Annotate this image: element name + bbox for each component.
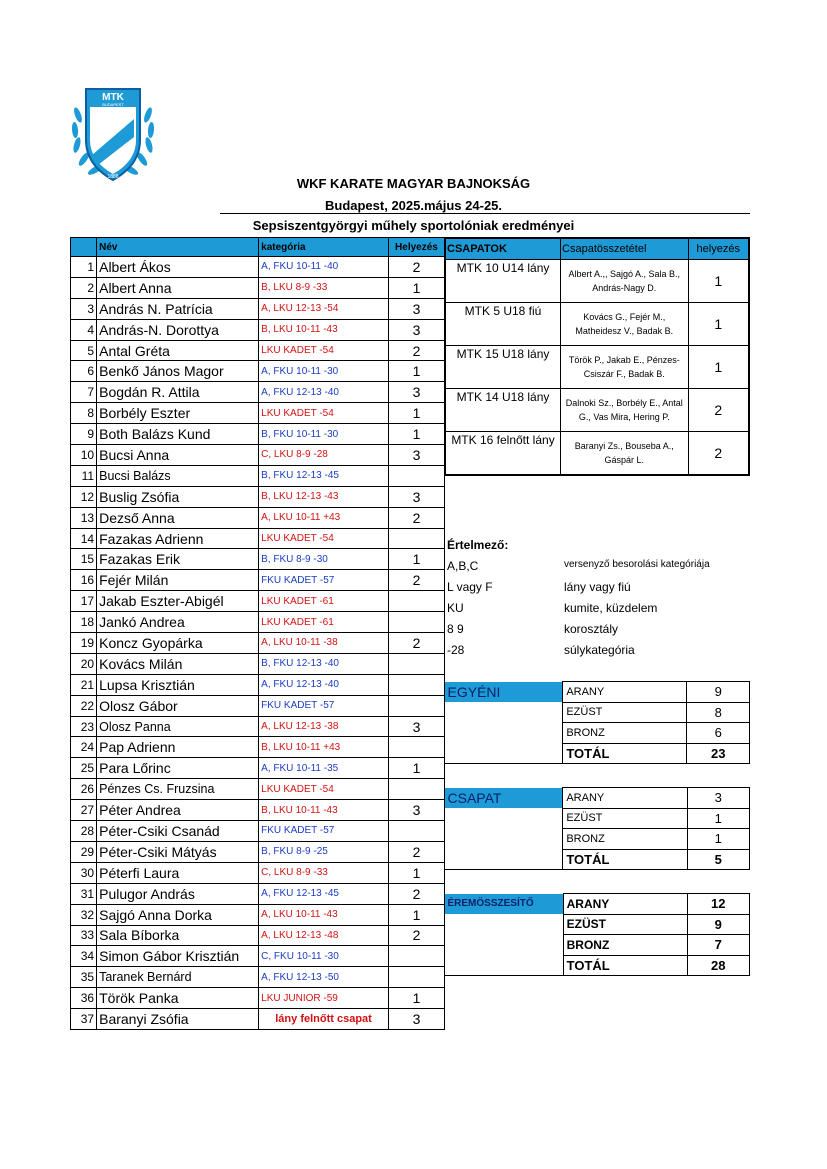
table-header-row	[71, 238, 445, 257]
table-row	[71, 967, 445, 988]
table-row	[71, 988, 445, 1009]
empty-cell	[445, 955, 564, 976]
legend-key: 8 9	[447, 622, 464, 636]
athlete-name: Borbély Eszter	[97, 403, 259, 424]
athlete-placement	[388, 591, 444, 612]
athlete-category: LKU KADET -54	[259, 403, 389, 424]
athlete-category: B, LKU 10-11 -43	[259, 319, 389, 340]
row-number: 11	[71, 465, 97, 486]
medal-row	[445, 935, 750, 956]
table-row	[71, 737, 445, 758]
individual-medals-table	[444, 681, 750, 764]
medal-row	[445, 955, 750, 976]
row-number: 2	[71, 277, 97, 298]
table-row	[71, 883, 445, 904]
row-number: 25	[71, 758, 97, 779]
athletes-table	[70, 237, 445, 1030]
teams-header-row	[445, 238, 749, 260]
medal-type: BRONZ	[563, 935, 687, 956]
athlete-placement	[388, 674, 444, 695]
medal-count: 7	[687, 935, 749, 956]
table-row	[71, 507, 445, 528]
team-placement: 1	[688, 260, 749, 303]
athlete-category: B, FKU 10-11 -30	[259, 424, 389, 445]
athlete-category: C, FKU 10-11 -30	[259, 946, 389, 967]
athlete-name: Olosz Panna	[97, 716, 259, 737]
legend-description: súlykategória	[564, 643, 635, 657]
legend-description: lány vagy fiú	[564, 580, 631, 594]
medal-category-label: EGYÉNI	[445, 682, 563, 703]
athlete-name: Bogdán R. Attila	[97, 382, 259, 403]
team-row	[445, 303, 749, 346]
athlete-placement: 3	[388, 1009, 444, 1030]
table-row	[71, 695, 445, 716]
medal-row	[445, 894, 750, 915]
athlete-name: Pénzes Cs. Fruzsina	[97, 779, 259, 800]
athlete-category: A, LKU 12-13 -54	[259, 298, 389, 319]
athlete-name: Sala Bíborka	[97, 925, 259, 946]
athlete-name: Taranek Bernárd	[97, 967, 259, 988]
empty-cell	[445, 829, 563, 850]
medal-type: ARANY	[563, 894, 687, 915]
athlete-name: András-N. Dorottya	[97, 319, 259, 340]
table-row	[71, 925, 445, 946]
athlete-category: LKU KADET -61	[259, 591, 389, 612]
table-row	[71, 382, 445, 403]
table-row	[71, 841, 445, 862]
empty-cell	[445, 723, 563, 744]
athlete-category: FKU KADET -57	[259, 695, 389, 716]
athlete-placement: 2	[388, 883, 444, 904]
athlete-name: Bucsi Balázs	[97, 465, 259, 486]
table-row	[71, 904, 445, 925]
athlete-category: B, FKU 12-13 -40	[259, 653, 389, 674]
athlete-placement: 3	[388, 382, 444, 403]
medal-type: ARANY	[563, 682, 687, 703]
athlete-placement: 3	[388, 716, 444, 737]
athlete-category: LKU KADET -54	[259, 528, 389, 549]
athlete-category: A, LKU 10-11 -43	[259, 904, 389, 925]
medal-summary-table	[444, 893, 750, 976]
table-row	[71, 277, 445, 298]
athlete-placement: 2	[388, 841, 444, 862]
legend-key: -28	[447, 643, 465, 657]
athlete-placement: 1	[388, 862, 444, 883]
section-title: Sepsiszentgyörgyi műhely sportolóniak eredményei	[252, 218, 575, 233]
athlete-placement: 2	[388, 633, 444, 654]
medal-row	[445, 914, 750, 935]
athlete-placement: 1	[388, 277, 444, 298]
row-number: 6	[71, 361, 97, 382]
table-row	[71, 653, 445, 674]
row-number: 26	[71, 779, 97, 800]
athlete-placement	[388, 695, 444, 716]
athlete-placement	[388, 737, 444, 758]
team-members: Kovács G., Fejér M., Matheidesz V., Badak B.	[561, 303, 688, 346]
table-row	[71, 257, 445, 278]
team-name: MTK 5 U18 fiú	[445, 303, 561, 346]
team-name: MTK 10 U14 lány	[445, 260, 561, 303]
medal-type: ARANY	[563, 788, 687, 809]
legend-key: A,B,C	[447, 559, 479, 573]
athlete-name: Kovács Milán	[97, 653, 259, 674]
athlete-category: B, FKU 8-9 -30	[259, 549, 389, 570]
medal-row	[445, 829, 750, 850]
legend-key: KU	[447, 601, 464, 615]
team-members: Török P., Jakab E., Pénzes-Csiszár F., Badak B.	[561, 346, 688, 389]
medal-type: BRONZ	[563, 829, 687, 850]
athlete-name: Simon Gábor Krisztián	[97, 946, 259, 967]
table-row	[71, 528, 445, 549]
medal-row	[445, 702, 750, 723]
athlete-placement: 2	[388, 570, 444, 591]
medal-count: 9	[687, 682, 750, 703]
legend-key: L vagy F	[447, 580, 493, 594]
athlete-category: B, FKU 12-13 -45	[259, 465, 389, 486]
table-row	[71, 319, 445, 340]
document-title: WKF KARATE MAGYAR BAJNOKSÁG	[296, 176, 531, 191]
legend-description: versenyző besorolási kategóriája	[564, 559, 710, 570]
team-row	[445, 389, 749, 432]
medal-total-value: 5	[687, 849, 749, 870]
table-row	[71, 612, 445, 633]
empty-cell	[445, 743, 563, 764]
athlete-name: Bucsi Anna	[97, 445, 259, 466]
table-row	[71, 445, 445, 466]
athlete-category: A, FKU 12-13 -40	[259, 382, 389, 403]
empty-cell	[445, 702, 563, 723]
athlete-name: Fazakas Erik	[97, 549, 259, 570]
row-number: 20	[71, 653, 97, 674]
athlete-placement: 1	[388, 549, 444, 570]
athlete-placement: 3	[388, 445, 444, 466]
medal-row	[445, 723, 750, 744]
athlete-placement	[388, 946, 444, 967]
empty-cell	[445, 935, 564, 956]
team-row	[445, 432, 749, 476]
athlete-category: A, FKU 10-11 -35	[259, 758, 389, 779]
medal-type: EZÜST	[563, 808, 687, 829]
table-row	[71, 340, 445, 361]
athlete-name: Péter Andrea	[97, 800, 259, 821]
athlete-category: A, FKU 12-13 -40	[259, 674, 389, 695]
team-name: MTK 15 U18 lány	[445, 346, 561, 389]
athlete-category: FKU KADET -57	[259, 570, 389, 591]
table-row	[71, 716, 445, 737]
row-number: 35	[71, 967, 97, 988]
athlete-placement: 1	[388, 988, 444, 1009]
medal-total-label: TOTÁL	[563, 955, 687, 976]
athlete-placement: 2	[388, 925, 444, 946]
legend-description: kumite, küzdelem	[564, 601, 658, 615]
row-number: 10	[71, 445, 97, 466]
athlete-name: Lupsa Krisztián	[97, 674, 259, 695]
athlete-category: C, LKU 8-9 -33	[259, 862, 389, 883]
team-placement: 2	[688, 432, 749, 476]
table-row	[71, 821, 445, 842]
athlete-name: Pulugor András	[97, 883, 259, 904]
medal-total-value: 23	[687, 743, 750, 764]
table-row	[71, 591, 445, 612]
table-row	[71, 298, 445, 319]
medal-total-label: TOTÁL	[563, 849, 687, 870]
row-number: 34	[71, 946, 97, 967]
athlete-placement: 2	[388, 507, 444, 528]
svg-text:MTK: MTK	[102, 92, 124, 103]
header-members: Csapatösszetétel	[561, 238, 688, 260]
team-name: MTK 16 felnőtt lány	[445, 432, 561, 476]
athlete-category: B, LKU 10-11 +43	[259, 737, 389, 758]
athlete-placement	[388, 465, 444, 486]
athlete-category: lány felnőtt csapat	[259, 1009, 389, 1030]
medal-total-label: TOTÁL	[563, 743, 687, 764]
table-row	[71, 800, 445, 821]
athlete-placement	[388, 528, 444, 549]
athlete-category: A, FKU 10-11 -30	[259, 361, 389, 382]
table-row	[71, 674, 445, 695]
athlete-placement: 1	[388, 403, 444, 424]
medal-count: 9	[687, 914, 749, 935]
table-row	[71, 549, 445, 570]
team-members: Baranyi Zs., Bouseba A., Gáspár L.	[561, 432, 688, 476]
mtk-logo	[68, 85, 158, 185]
athlete-placement: 1	[388, 361, 444, 382]
row-number: 32	[71, 904, 97, 925]
row-number: 7	[71, 382, 97, 403]
athlete-placement: 2	[388, 340, 444, 361]
athlete-name: Albert Anna	[97, 277, 259, 298]
row-number: 3	[71, 298, 97, 319]
row-number: 17	[71, 591, 97, 612]
medal-count: 6	[687, 723, 750, 744]
row-number: 9	[71, 424, 97, 445]
team-row	[445, 260, 749, 303]
athlete-category: FKU KADET -57	[259, 821, 389, 842]
row-number: 29	[71, 841, 97, 862]
athlete-category: A, LKU 12-13 -48	[259, 925, 389, 946]
teams-table	[444, 237, 750, 476]
row-number: 36	[71, 988, 97, 1009]
table-row	[71, 633, 445, 654]
athlete-name: Sajgó Anna Dorka	[97, 904, 259, 925]
athlete-name: András N. Patrícia	[97, 298, 259, 319]
team-members: Dalnoki Sz., Borbély E., Antal G., Vas Mira, Hering P.	[561, 389, 688, 432]
athlete-name: Benkő János Magor	[97, 361, 259, 382]
team-placement: 1	[688, 303, 749, 346]
svg-text:BUDAPEST: BUDAPEST	[102, 102, 124, 107]
row-number: 5	[71, 340, 97, 361]
header-number	[71, 238, 97, 257]
row-number: 31	[71, 883, 97, 904]
athlete-name: Jankó Andrea	[97, 612, 259, 633]
athlete-name: Both Balázs Kund	[97, 424, 259, 445]
table-row	[71, 570, 445, 591]
row-number: 27	[71, 800, 97, 821]
header-teams: CSAPATOK	[445, 238, 561, 260]
athlete-name: Fazakas Adrienn	[97, 528, 259, 549]
table-row	[71, 862, 445, 883]
header-category: kategória	[259, 238, 389, 257]
athlete-name: Antal Gréta	[97, 340, 259, 361]
table-row	[71, 779, 445, 800]
row-number: 4	[71, 319, 97, 340]
athlete-category: LKU JUNIOR -59	[259, 988, 389, 1009]
athlete-category: A, FKU 12-13 -45	[259, 883, 389, 904]
empty-cell	[445, 914, 564, 935]
athlete-placement: 1	[388, 758, 444, 779]
athlete-category: B, LKU 12-13 -43	[259, 486, 389, 507]
row-number: 1	[71, 257, 97, 278]
athlete-placement: 3	[388, 486, 444, 507]
athlete-name: Péterfi Laura	[97, 862, 259, 883]
athlete-category: C, LKU 8-9 -28	[259, 445, 389, 466]
athlete-name: Buslig Zsófia	[97, 486, 259, 507]
athlete-category: A, FKU 10-11 -40	[259, 257, 389, 278]
row-number: 30	[71, 862, 97, 883]
row-number: 18	[71, 612, 97, 633]
medal-category-label: ÉREMÖSSZESÍTŐ	[445, 894, 564, 915]
athlete-category: B, FKU 8-9 -25	[259, 841, 389, 862]
legend-title: Értelmező:	[447, 538, 509, 552]
row-number: 15	[71, 549, 97, 570]
team-members: Albert A.,, Sajgó A., Sala B., András-Nagy D.	[561, 260, 688, 303]
empty-cell	[445, 849, 563, 870]
document-subtitle: Budapest, 2025.május 24-25.	[324, 198, 503, 213]
legend-description: korosztály	[564, 622, 619, 636]
athlete-category: LKU KADET -61	[259, 612, 389, 633]
empty-cell	[445, 808, 563, 829]
athlete-name: Dezső Anna	[97, 507, 259, 528]
athlete-name: Péter-Csiki Csanád	[97, 821, 259, 842]
row-number: 28	[71, 821, 97, 842]
header-team-placement: helyezés	[688, 238, 749, 260]
athlete-category: LKU KADET -54	[259, 340, 389, 361]
medal-category-label: CSAPAT	[445, 788, 563, 809]
divider	[220, 213, 750, 214]
table-row	[71, 758, 445, 779]
row-number: 21	[71, 674, 97, 695]
table-row	[71, 1009, 445, 1030]
row-number: 37	[71, 1009, 97, 1030]
row-number: 8	[71, 403, 97, 424]
athlete-placement: 3	[388, 298, 444, 319]
athlete-name: Péter-Csiki Mátyás	[97, 841, 259, 862]
athlete-category: B, LKU 10-11 -43	[259, 800, 389, 821]
header-name: Név	[97, 238, 259, 257]
medal-type: BRONZ	[563, 723, 687, 744]
medal-count: 8	[687, 702, 750, 723]
row-number: 23	[71, 716, 97, 737]
athlete-placement: 1	[388, 904, 444, 925]
athlete-category: A, FKU 12-13 -50	[259, 967, 389, 988]
athlete-placement	[388, 821, 444, 842]
athlete-placement	[388, 612, 444, 633]
medal-count: 1	[687, 808, 749, 829]
table-row	[71, 486, 445, 507]
athlete-name: Baranyi Zsófia	[97, 1009, 259, 1030]
athlete-name: Fejér Milán	[97, 570, 259, 591]
athlete-placement	[388, 653, 444, 674]
team-placement: 1	[688, 346, 749, 389]
athlete-name: Jakab Eszter-Abigél	[97, 591, 259, 612]
team-row	[445, 346, 749, 389]
medal-row	[445, 808, 750, 829]
athlete-placement: 3	[388, 319, 444, 340]
row-number: 19	[71, 633, 97, 654]
medal-count: 3	[687, 788, 749, 809]
athlete-placement	[388, 779, 444, 800]
athlete-name: Török Panka	[97, 988, 259, 1009]
team-medals-table	[444, 787, 750, 870]
header-placement: Helyezés	[388, 238, 444, 257]
athlete-category: A, LKU 10-11 +43	[259, 507, 389, 528]
table-row	[71, 361, 445, 382]
athlete-name: Para Lőrinc	[97, 758, 259, 779]
athlete-category: LKU KADET -54	[259, 779, 389, 800]
athlete-name: Albert Ákos	[97, 257, 259, 278]
medal-type: EZÜST	[563, 914, 687, 935]
medal-type: EZÜST	[563, 702, 687, 723]
team-placement: 2	[688, 389, 749, 432]
team-name: MTK 14 U18 lány	[445, 389, 561, 432]
row-number: 16	[71, 570, 97, 591]
medal-row	[445, 743, 750, 764]
table-row	[71, 403, 445, 424]
medal-count: 12	[687, 894, 749, 915]
row-number: 14	[71, 528, 97, 549]
row-number: 13	[71, 507, 97, 528]
medal-row	[445, 788, 750, 809]
athlete-category: A, LKU 10-11 -38	[259, 633, 389, 654]
row-number: 33	[71, 925, 97, 946]
athlete-category: A, LKU 12-13 -38	[259, 716, 389, 737]
athlete-placement: 2	[388, 257, 444, 278]
table-row	[71, 465, 445, 486]
athlete-placement: 3	[388, 800, 444, 821]
row-number: 22	[71, 695, 97, 716]
row-number: 24	[71, 737, 97, 758]
athlete-name: Pap Adrienn	[97, 737, 259, 758]
table-row	[71, 424, 445, 445]
medal-row	[445, 682, 750, 703]
medal-total-value: 28	[687, 955, 749, 976]
svg-text:1888: 1888	[107, 174, 119, 180]
table-row	[71, 946, 445, 967]
row-number: 12	[71, 486, 97, 507]
medal-row	[445, 849, 750, 870]
athlete-category: B, LKU 8-9 -33	[259, 277, 389, 298]
athlete-name: Olosz Gábor	[97, 695, 259, 716]
athlete-name: Koncz Gyopárka	[97, 633, 259, 654]
athlete-placement	[388, 967, 444, 988]
medal-count: 1	[687, 829, 749, 850]
athlete-placement: 1	[388, 424, 444, 445]
